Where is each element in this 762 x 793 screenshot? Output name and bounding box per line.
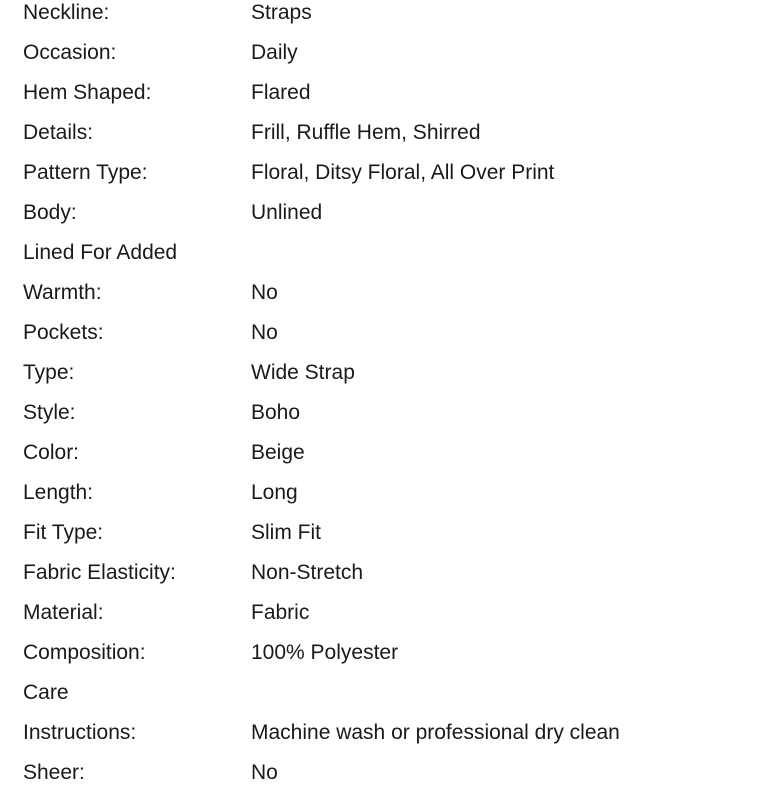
spec-value: Straps <box>251 1 312 24</box>
spec-row <box>23 433 743 473</box>
spec-row <box>23 673 743 713</box>
spec-value: Frill, Ruffle Hem, Shirred <box>251 121 481 144</box>
spec-value: Fabric <box>251 601 310 624</box>
spec-label: Length: <box>23 481 94 504</box>
spec-row <box>23 393 743 433</box>
spec-value: No <box>251 761 278 784</box>
spec-value: Wide Strap <box>251 361 355 384</box>
spec-label: Lined For Added <box>23 241 178 264</box>
spec-label: Instructions: <box>23 721 137 744</box>
spec-row <box>23 193 743 233</box>
spec-row <box>23 353 743 393</box>
spec-value: Non-Stretch <box>251 561 364 584</box>
spec-value: Boho <box>251 401 301 424</box>
spec-row <box>23 753 743 793</box>
spec-value: Flared <box>251 81 311 104</box>
spec-row <box>23 0 743 33</box>
spec-value: Long <box>251 481 298 504</box>
spec-label: Occasion: <box>23 41 117 64</box>
spec-label: Body: <box>23 201 77 224</box>
spec-row <box>23 713 743 753</box>
spec-value: Unlined <box>251 201 323 224</box>
spec-label: Style: <box>23 401 76 424</box>
spec-row <box>23 33 743 73</box>
spec-label: Details: <box>23 121 94 144</box>
spec-row <box>23 73 743 113</box>
spec-row <box>23 473 743 513</box>
spec-value: No <box>251 281 278 304</box>
spec-row <box>23 113 743 153</box>
spec-value: No <box>251 321 278 344</box>
spec-row <box>23 233 743 273</box>
spec-row <box>23 633 743 673</box>
spec-label: Warmth: <box>23 281 102 304</box>
spec-row <box>23 553 743 593</box>
spec-value: Slim Fit <box>251 521 321 544</box>
spec-label: Color: <box>23 441 80 464</box>
spec-value: Machine wash or professional dry clean <box>251 721 620 744</box>
spec-value: Beige <box>251 441 305 464</box>
spec-label: Neckline: <box>23 1 110 24</box>
spec-label: Fit Type: <box>23 521 104 544</box>
spec-label: Pockets: <box>23 321 104 344</box>
spec-label: Fabric Elasticity: <box>23 561 176 584</box>
spec-value: Floral, Ditsy Floral, All Over Print <box>251 161 555 184</box>
spec-row <box>23 513 743 553</box>
spec-row <box>23 153 743 193</box>
spec-label: Sheer: <box>23 761 85 784</box>
spec-label: Pattern Type: <box>23 161 148 184</box>
spec-value: Daily <box>251 41 298 64</box>
spec-label: Hem Shaped: <box>23 81 152 104</box>
spec-label: Material: <box>23 601 104 624</box>
spec-value: 100% Polyester <box>251 641 399 664</box>
spec-label: Type: <box>23 361 75 384</box>
spec-row <box>23 593 743 633</box>
spec-row <box>23 313 743 353</box>
spec-label: Composition: <box>23 641 146 664</box>
spec-row <box>23 273 743 313</box>
spec-label: Care <box>23 681 69 704</box>
